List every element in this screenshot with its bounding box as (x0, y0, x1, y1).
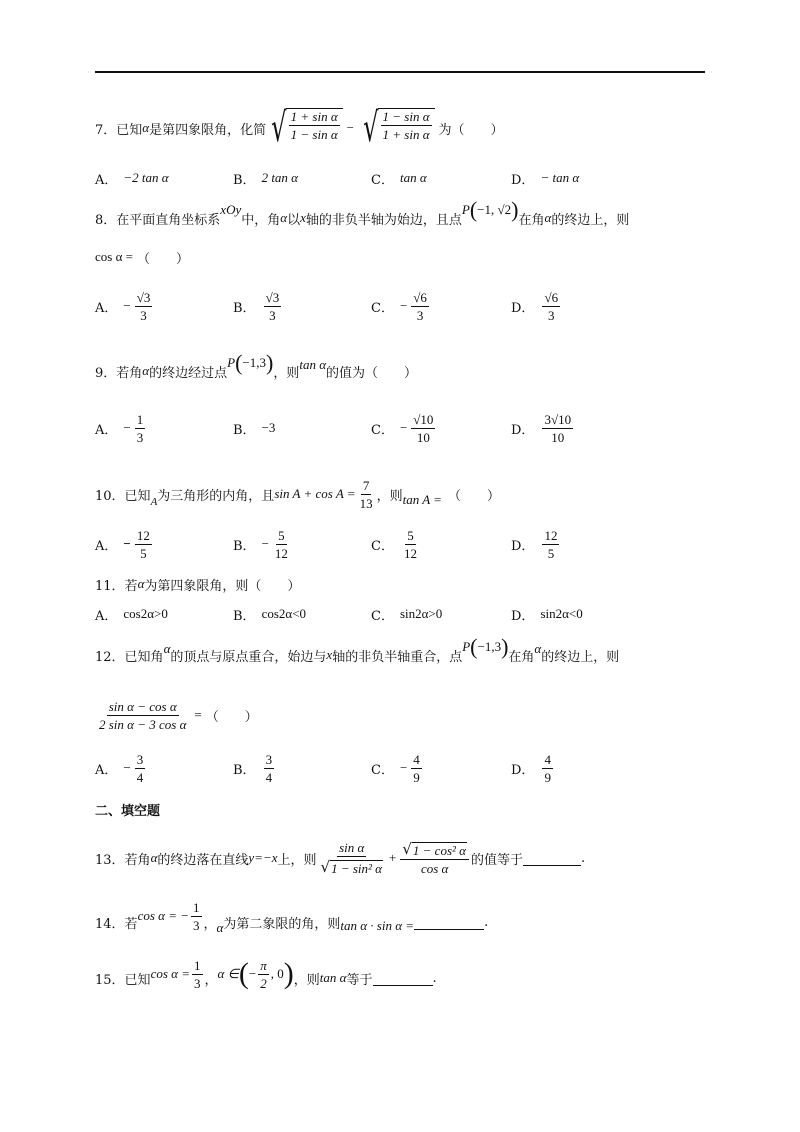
option-a[interactable]: A． −2 tan α (95, 170, 169, 188)
option-d[interactable]: D． $\frac{3√10}{10}$ (511, 411, 572, 445)
question-13: 13． 若角 α 的终边落在直线 y=−x 上，则 sin α √ 1 − sin² α + √ 1 − cos² α cos α 的值等于 . (95, 840, 586, 876)
option-b[interactable]: B． cos2α<0 (233, 606, 307, 624)
option-c[interactable]: C． − $\frac{√6}{3}$ (371, 289, 427, 323)
options-q11 (95, 602, 705, 626)
options-q9 (95, 406, 705, 450)
question-8: 8． 在平面直角坐标系 xOy 中，角 α 以 x 轴的非负半轴为始边，且点 P ( −1, √2 ) 在角 α 的终边上，则 (95, 197, 630, 228)
option-a[interactable]: A． cos2α>0 (95, 606, 168, 624)
option-d[interactable]: D． $\frac{4}{9}$ (511, 751, 551, 785)
option-a[interactable]: A． − $\frac{3}{4}$ (95, 751, 144, 785)
option-c[interactable]: C． − $\frac{4}{9}$ (371, 751, 420, 785)
answer-blank[interactable] (523, 851, 581, 866)
section-title: 二、填空题 (95, 804, 161, 819)
option-c[interactable]: C． − $\frac{√10}{10}$ (371, 411, 434, 445)
question-10: 10． 已知 A 为三角形的内角，且 sin A + cos A = $\frac{7}{13}$ ，则 tan A = （ ） (95, 477, 500, 511)
option-c[interactable]: C． sin2α>0 (371, 606, 443, 624)
option-a[interactable]: A． − $\frac{√3}{3}$ (95, 289, 151, 323)
question-12: 12． 已知角 α 的顶点与原点重合，始边与 x 轴的非负半轴重合，点 P ( −1,3 ) 在角 α 的终边上，则 (95, 634, 620, 665)
option-d[interactable]: D． − tan α (511, 170, 580, 188)
options-q12 (95, 746, 705, 790)
options-q8 (95, 284, 705, 328)
option-a[interactable]: A． − $\frac{1}{3}$ (95, 411, 144, 445)
sqrt-expression-1: √ $\frac{\text{1 + sin α}}{\text{1 − sin α}}$ (266, 108, 343, 148)
question-14: 14． 若 cos α = − $\frac{1}{3}$ ， α 为第二象限的角，则 tan α · sin α = . (95, 899, 489, 935)
option-b[interactable]: B． $\frac{3}{4}$ (233, 751, 273, 785)
option-b[interactable]: B． −3 (233, 420, 276, 438)
option-a[interactable]: A． − $\frac{12}{5}$ (95, 527, 150, 561)
option-b[interactable]: B． − $\frac{5}{12}$ (233, 527, 288, 561)
option-d[interactable]: D． $\frac{√6}{3}$ (511, 289, 559, 323)
option-c[interactable]: C． tan α (371, 170, 427, 188)
question-7: 7． 已知 α 是第四象限角，化简 √ $\frac{\text{1 + sin α}}{\text{1 − sin α}}$ − √ $\frac{\text{1 − sin α}}{\text{1 + sin α}}$ 为（ ） (95, 105, 504, 151)
header-rule (95, 71, 705, 73)
question-8-line2: cos α = （ ） (95, 249, 189, 267)
option-b[interactable]: B． 2 tan α (233, 170, 298, 188)
options-q10 (95, 522, 705, 566)
answer-blank[interactable] (373, 971, 433, 986)
option-b[interactable]: B． $\frac{√3}{3}$ (233, 289, 280, 323)
option-d[interactable]: D． $\frac{12}{5}$ (511, 527, 558, 561)
answer-blank[interactable] (414, 915, 484, 930)
question-9: 9． 若角 α 的终边经过点 P ( −1,3 ) ，则 tan α 的值为（ ） (95, 350, 418, 381)
option-d[interactable]: D． sin2α<0 (511, 606, 583, 624)
question-11: 11． 若 α 为第四象限角，则（ ） (95, 576, 301, 594)
options-q7 (95, 156, 705, 200)
question-12-expression: $\frac{\text{sin α − cos α}}{\text{2 sin α − 3 cos α}}$ = （ ） (99, 698, 258, 732)
question-15: 15． 已知 cos α = $\frac{1}{3}$ ， α ∈ ( − $\frac{\pi}{2}$ , 0 ) ，则 tan α 等于 . (95, 957, 437, 991)
option-c[interactable]: C． $\frac{5}{12}$ (371, 527, 417, 561)
sqrt-expression-2: √ $\frac{\text{1 − sin α}}{\text{1 + sin α}}$ (358, 108, 435, 148)
